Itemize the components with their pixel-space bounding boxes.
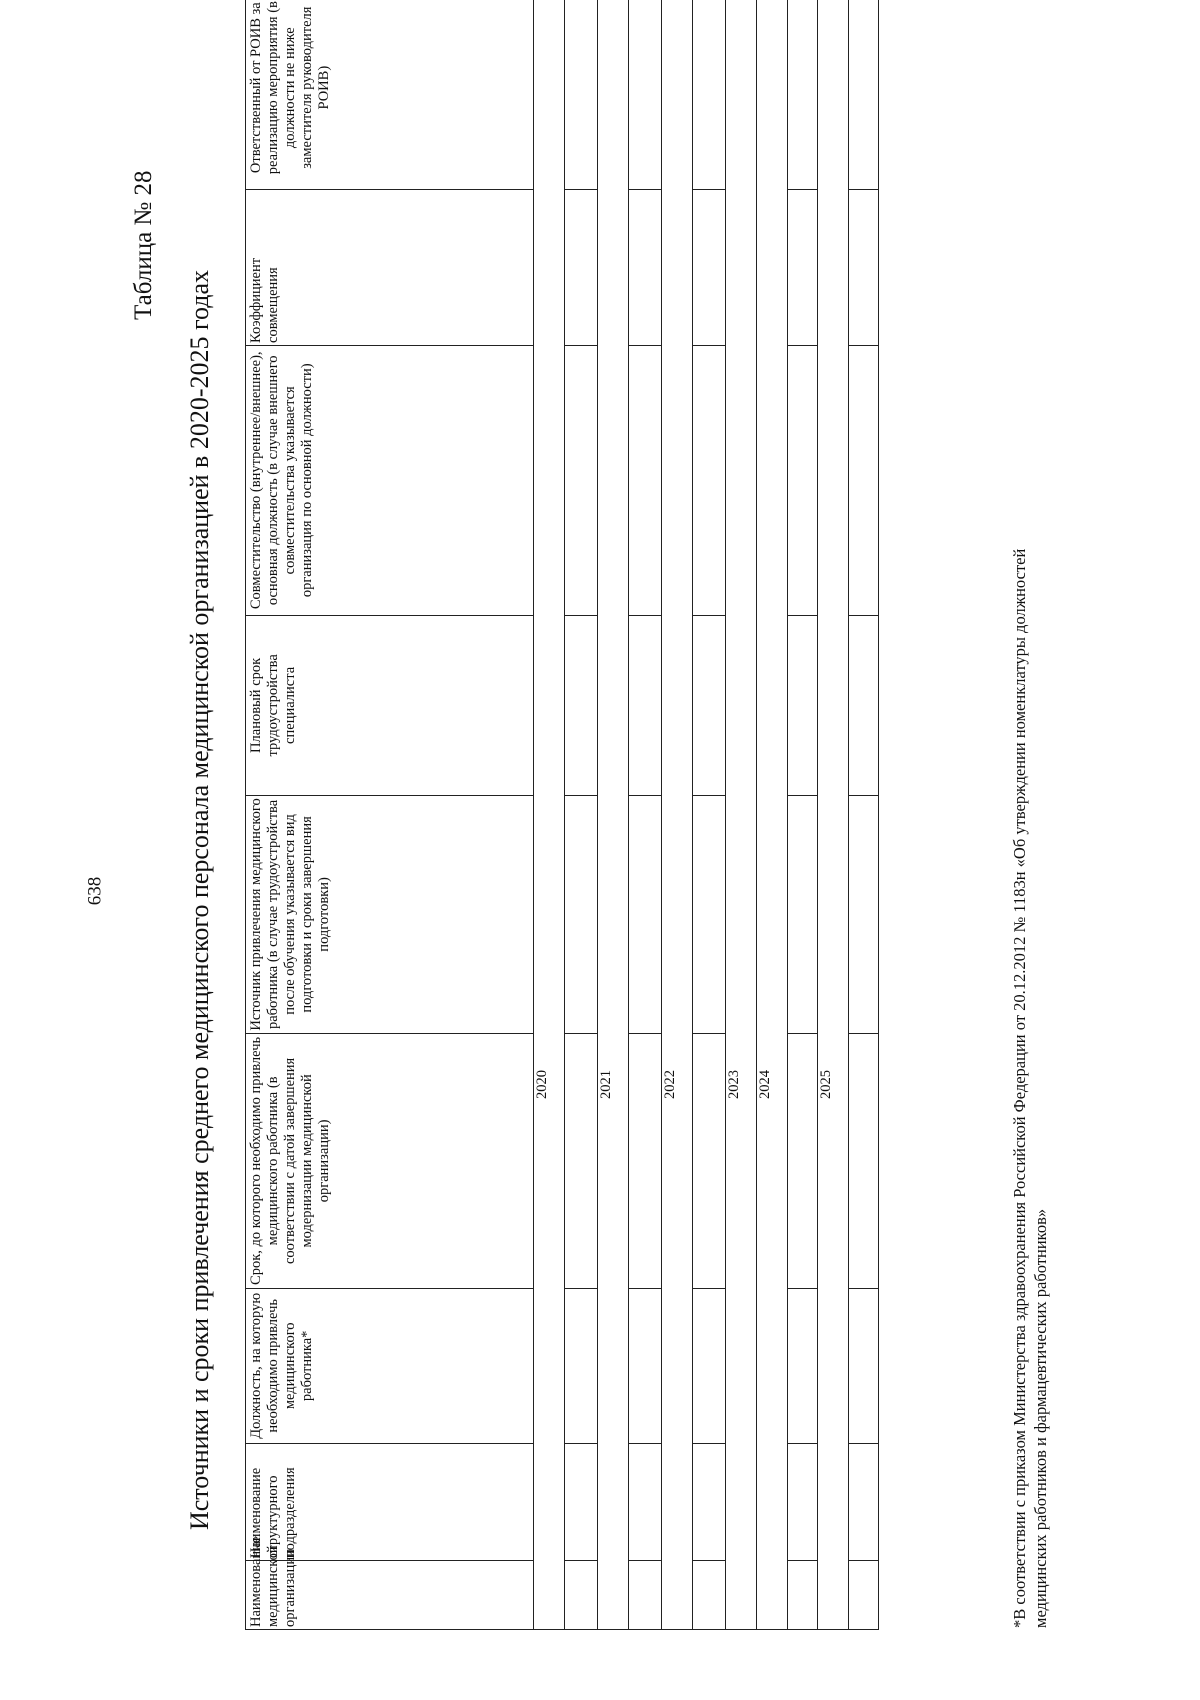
col-header-deadline: Срок, до которого необходимо привлечь медицинского работника (в соответствии с датой завершения модернизации медицинской организации) <box>246 1033 534 1288</box>
table-cell <box>693 1443 726 1561</box>
col-header-responsible: Ответственный от РОИВ за реализацию мероприятия (в должности не ниже заместителя руководителя РОИВ) <box>246 0 534 190</box>
table-cell <box>629 1561 662 1630</box>
year-label: 2025 <box>818 0 849 1630</box>
col-header-division: Наименование структурного подразделения <box>246 1443 534 1561</box>
table-header-row <box>246 0 534 1630</box>
footnote-line: *В соответствии с приказом Министерства здравоохранения Российской Федерации от 20.12.2012 № 1183н «Об утверждении номенклатуры должностей <box>1010 548 1029 1628</box>
year-row <box>534 0 565 1630</box>
table-cell <box>693 345 726 615</box>
table-cell <box>693 0 726 190</box>
table-cell <box>849 1443 879 1561</box>
table-cell <box>565 615 598 796</box>
table-row <box>693 0 726 1630</box>
table-cell <box>849 0 879 190</box>
table-cell <box>565 1033 598 1288</box>
table-cell <box>629 1033 662 1288</box>
table-cell <box>629 1443 662 1561</box>
table-cell <box>629 345 662 615</box>
table-number: Таблица № 28 <box>130 170 157 320</box>
table-cell <box>693 190 726 346</box>
table-cell <box>565 1443 598 1561</box>
table-cell <box>565 345 598 615</box>
table-cell <box>849 190 879 346</box>
table-cell <box>849 1033 879 1288</box>
col-header-combination: Совместительство (внутреннее/внешнее), основная должность (в случае внешнего совместительства указывается организация по основной должности) <box>246 345 534 615</box>
table-cell <box>693 615 726 796</box>
footnote-line: медицинских работников и фармацевтических работников» <box>1030 1208 1050 1628</box>
year-row <box>662 0 693 1630</box>
year-row <box>818 0 849 1630</box>
year-row <box>757 0 788 1630</box>
col-header-coefficient: Коэффициент совмещения <box>246 190 534 346</box>
col-header-planned-date: Плановый срок трудоустройства специалиста <box>246 615 534 796</box>
table-cell <box>693 796 726 1034</box>
table-title: Источники и сроки привлечения среднего медицинского персонала медицинской организацией в 2020-2025 годах <box>185 269 214 1531</box>
table-row <box>629 0 662 1630</box>
table-cell <box>849 615 879 796</box>
table-cell <box>693 1561 726 1630</box>
col-header-org: Наименование медицинской организации <box>246 1561 534 1630</box>
year-label: 2021 <box>598 0 629 1630</box>
table-cell <box>565 0 598 190</box>
table-cell <box>788 190 818 346</box>
year-label: 2023 <box>726 0 757 1630</box>
table-cell <box>788 1443 818 1561</box>
table-cell <box>565 190 598 346</box>
table-cell <box>629 190 662 346</box>
table-cell <box>629 796 662 1034</box>
table-cell <box>565 1289 598 1443</box>
footnote <box>1010 8 1051 1628</box>
table-cell <box>788 345 818 615</box>
page-number: 638 <box>84 876 106 906</box>
table-row <box>565 0 598 1630</box>
table-cell <box>849 796 879 1034</box>
table-cell <box>565 796 598 1034</box>
table-cell <box>788 0 818 190</box>
table-cell <box>693 1289 726 1443</box>
sources-table <box>245 0 879 1630</box>
year-label: 2024 <box>757 0 788 1630</box>
table-cell <box>788 615 818 796</box>
col-header-source: Источник привлечения медицинского работника (в случае трудоустройства после обучения указывается вид подготовки и сроки завершения подготовки) <box>246 796 534 1034</box>
table-cell <box>849 1289 879 1443</box>
year-label: 2022 <box>662 0 693 1630</box>
table-row <box>849 0 879 1630</box>
table-cell <box>629 615 662 796</box>
year-row <box>726 0 757 1630</box>
table-cell <box>788 1033 818 1288</box>
year-row <box>598 0 629 1630</box>
table-cell <box>629 0 662 190</box>
year-label: 2020 <box>534 0 565 1630</box>
table-cell <box>849 1561 879 1630</box>
table-cell <box>849 345 879 615</box>
table-cell <box>629 1289 662 1443</box>
table-cell <box>693 1033 726 1288</box>
table-cell <box>788 1561 818 1630</box>
table-row <box>788 0 818 1630</box>
table-cell <box>788 1289 818 1443</box>
col-header-position: Должность, на которую необходимо привлечь медицинского работника* <box>246 1289 534 1443</box>
table-cell <box>788 796 818 1034</box>
table-cell <box>565 1561 598 1630</box>
